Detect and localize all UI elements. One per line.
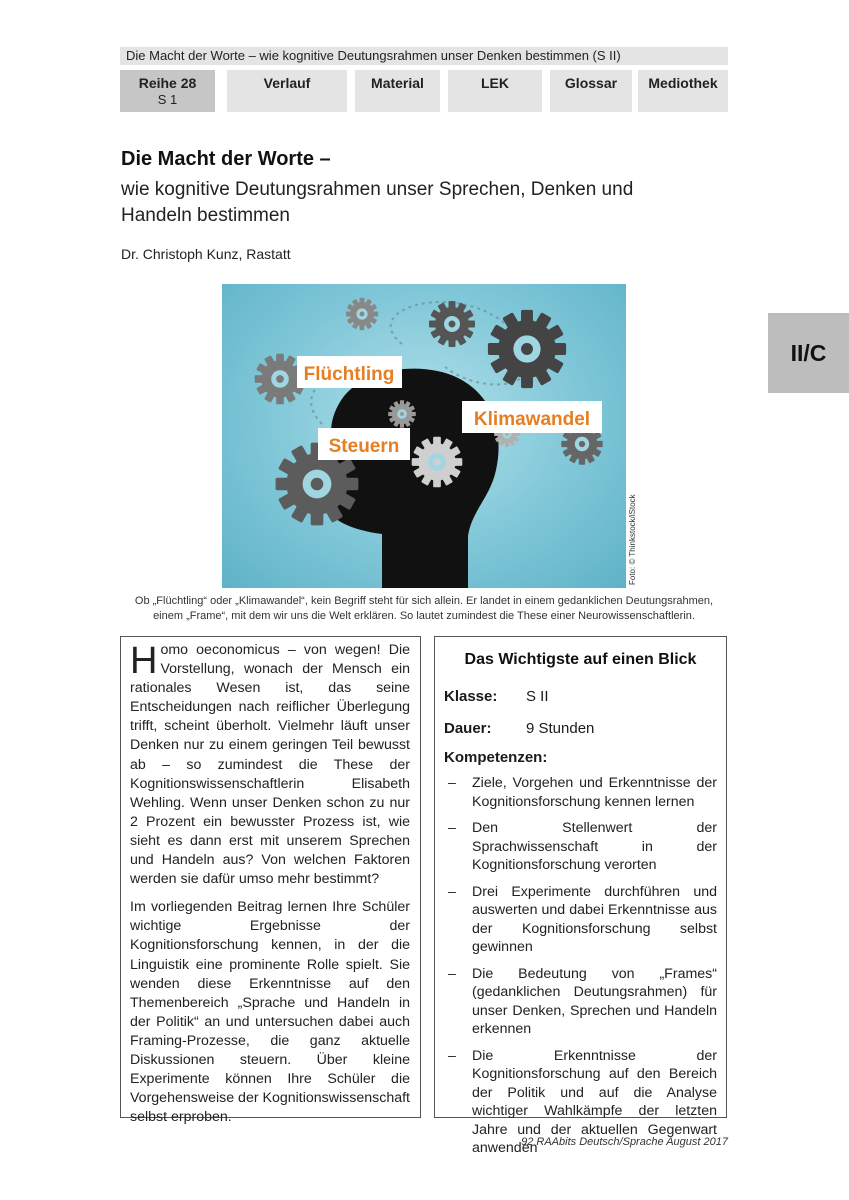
list-item: – Ziele, Vorgehen und Erkenntnisse der Kognitionsforschung kennen lernen — [444, 774, 717, 811]
overview-title: Das Wichtigste auf einen Blick — [464, 651, 697, 668]
running-title: Die Macht der Worte – wie kognitive Deutungsrahmen unser Denken bestimmen (S II) — [120, 47, 728, 65]
intro-paragraph-1 — [130, 641, 410, 889]
hero-illustration — [222, 284, 626, 588]
klasse-row — [444, 687, 717, 707]
list-item: – Den Stellenwert der Sprachwissenschaft in der Kognitionsforschung verorten — [444, 819, 717, 875]
label-steuern: Steuern — [328, 436, 400, 457]
tab-reihe-label: Reihe 28 — [138, 75, 197, 91]
dauer-label: Dauer: — [444, 720, 492, 737]
image-caption — [120, 594, 728, 624]
tab-reihe-sub: S 1 — [157, 92, 178, 107]
kompetenzen-list — [444, 774, 717, 1158]
list-item: – Die Erkenntnisse der Kognitionsforschung auf den Bereich der Politik und auf die Analyse wichtiger Wahlkämpfe der letzten Jahre und der aktuellen Gegenwart anwenden — [444, 1047, 717, 1158]
page-footer: 92 RAAbits Deutsch/Sprache August 2017 — [521, 1136, 728, 1148]
drop-cap: H — [130, 640, 158, 682]
tab-glossar[interactable]: Glossar — [550, 70, 632, 112]
label-fluechtling: Flüchtling — [303, 364, 395, 385]
photo-credit — [628, 490, 642, 585]
tab-material[interactable]: Material — [355, 70, 440, 112]
chapter-tab: II/C — [768, 313, 849, 393]
caption-line-2: einem „Frame“, mit dem wir uns die Welt erklären. So lautet zumindest die These einer Neurowissenschaftlerin. — [153, 610, 695, 622]
page-title: Die Macht der Worte – — [121, 148, 331, 170]
kompetenzen-label: Kompetenzen: — [444, 749, 548, 766]
intro-paragraph-1-text: omo oeconomicus – von wegen! Die Vorstellung, wonach der Mensch ein rationales Wesen ist, das seine Entscheidungen nach reiflicher Überlegung trifft, scheint überholt. Vielmehr läuft unser Denken nur zu einem geringen Teil bewusst ab – so zumindest die These der Kognitionswissenschaftlerin Elisabeth Wehling. Wenn unser Denken schon zu nur 2 Prozent ein bewusster Prozess ist, wie sieht es dann erst mit unserem Sprechen und Handeln aus? Von welchen Faktoren werden sie dafür umso mehr bestimmt? — [130, 642, 410, 888]
gears-head-illustration — [222, 284, 626, 588]
intro-paragraph-2: Im vorliegenden Beitrag lernen Ihre Schüler wichtige Ergebnisse der Kognitionsforschung kennen, in der die Linguistik eine prominente Rolle spielt. Sie wenden diese Erkenntnisse auf den Themenbereich „Sprache und Handeln in der Politik“ an und untersuchen dabei auch Framing-Prozesse, die ganz aktuelle Diskussionen steuern. Über kleine Experimente können Ihre Schüler die Vorgehensweise der Kognitionswissenschaft selbst erproben. — [130, 899, 410, 1126]
list-item: – Die Bedeutung von „Frames“ (gedanklichen Deutungsrahmen) für unser Denken, Sprechen und Handeln erkennen — [444, 965, 717, 1039]
page-subtitle: wie kognitive Deutungsrahmen unser Sprechen, Denken und Handeln bestimmen — [121, 179, 634, 226]
klasse-label: Klasse: — [444, 688, 498, 705]
list-item: – Drei Experimente durchführen und auswerten und dabei Erkenntnisse aus der Kognitionsforschung selbst gewinnen — [444, 883, 717, 957]
tab-verlauf[interactable]: Verlauf — [227, 70, 347, 112]
dauer-row — [444, 719, 717, 739]
intro-box — [120, 636, 421, 1126]
tab-reihe[interactable] — [120, 70, 215, 112]
dauer-value: 9 Stunden — [526, 720, 595, 737]
label-klimawandel: Klimawandel — [473, 409, 591, 430]
tab-mediothek[interactable]: Mediothek — [638, 70, 728, 112]
klasse-value: S II — [526, 688, 549, 705]
photo-credit-text: Foto: © Thinkstock/iStock — [628, 494, 637, 585]
caption-line-1: Ob „Flüchtling“ oder „Klimawandel“, kein Begriff steht für sich allein. Er landet in einem gedanklichen Deutungsrahmen, — [134, 595, 714, 607]
tab-lek[interactable]: LEK — [448, 70, 542, 112]
author-line: Dr. Christoph Kunz, Rastatt — [121, 246, 291, 262]
